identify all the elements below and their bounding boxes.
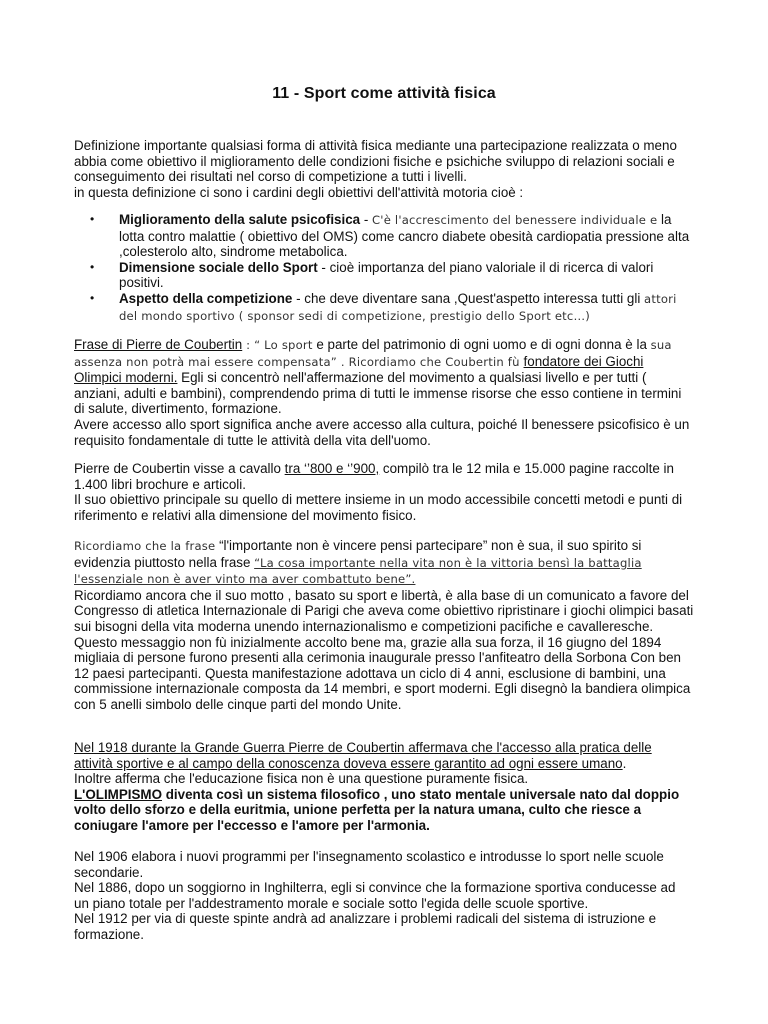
objectives-list: [74, 212, 694, 324]
motto-sorbona: Questo messaggio non fù inizialmente accolto bene ma, grazie alla sua forza, il 16 giugno del 1894 migliaia di persone furono presenti alla cerimonia inaugurale presso l'anfiteatro della Sorbona Con ben 12 paesi partecipanti. Questa manifestazione adottava un ciclo di 4 anni, esclusione di bambini, una commissione internazionale composta da 14 membri, e sport moderni. Egli disegnò la bandiera olimpica con 5 anelli simbolo delle cinque parti del mondo Unite.: [74, 634, 691, 712]
motto-light: Ricordiamo che la frase: [74, 539, 216, 553]
war-dot: .: [622, 755, 627, 771]
coubertin-block: [74, 337, 694, 448]
history-block: [74, 849, 694, 943]
life-period: tra ‘’800 e ‘’900,: [284, 461, 380, 476]
intro-block: [74, 138, 694, 200]
war-educazione: Inoltre afferma che l'educazione fisica non è una questione puramente fisica.: [74, 771, 529, 787]
bullet-item-sociale: [74, 260, 694, 291]
war-block: [74, 740, 694, 834]
life-paragraph: [74, 461, 694, 492]
coubertin-accesso: Avere accesso allo sport significa anche avere accesso alla cultura, poiché Il benessere psicofisico è un requisito fondamentale di tutte le attività della vita dell'uomo.: [74, 416, 690, 448]
war-underlined: Nel 1918 durante la Grande Guerra Pierre de Coubertin affermava che l'accesso alla pratica delle attività sportive e al campo della conoscenza doveva essere garantito ad ogni essere umano: [74, 740, 652, 771]
motto-congress: Ricordiamo ancora che il suo motto , basato su sport e libertà, è alla base di un comunicato a favore del Congresso di atletica Internazionale di Parigi che aveva come obiettivo ripristinare i giochi olimpici basati sui bisogni della vita moderna unendo internazionalismo e competizioni pacifiche e cavalleresche.: [74, 587, 694, 634]
bullet-light-text: attori del mondo sportivo ( sponsor sedi di competizione, prestigio dello Sport etc…): [119, 291, 677, 323]
intro-cardini: in questa definizione ci sono i cardini degli obiettivi dell'attività motoria cioè :: [74, 184, 524, 200]
motto-block: [74, 538, 694, 713]
bullet-text: la lotta contro malattie ( obiettivo del OMS) come cancro diabete obesità cardiopatia pressione alta ,colesterolo alto, sindrome metabolica.: [119, 212, 690, 260]
war-paragraph: [74, 740, 694, 771]
bullet-separator: -: [292, 290, 305, 306]
history-1912: Nel 1912 per via di queste spinte andrà ad analizzare i problemi radicali del sistema di istruzione e formazione.: [74, 911, 657, 942]
bullet-item-competizione: [74, 291, 694, 324]
coubertin-quote-a: : “ Lo sport: [242, 338, 313, 352]
coubertin-founder: fondatore dei Giochi Olimpici moderni.: [74, 353, 644, 386]
bullet-separator: -: [360, 212, 373, 227]
bullet-text: cioè importanza del piano valoriale il di ricerca di valori positivi.: [119, 259, 654, 291]
coubertin-paragraph: [74, 337, 694, 417]
coubertin-quote-b: e parte del patrimonio di ogni uomo e di ogni donna è la: [312, 337, 647, 352]
life-block: [74, 461, 694, 523]
history-1906: Nel 1906 elabora i nuovi programmi per l'insegnamento scolastico e introdusse lo sport nelle scuole secondarie.: [74, 849, 664, 880]
bullet-separator: -: [317, 259, 330, 275]
motto-text: “l'importante non è vincere pensi partecipare” non è sua, il suo spirito si evidenzia piuttosto nella frase: [74, 538, 642, 570]
life-text-b: compilò tra le 12 mila e 15.000 pagine raccolte in 1.400 libri brochure e articoli.: [74, 461, 674, 492]
coubertin-quote-c: sua assenza non potrà mai essere compensata” . Ricordiamo che Coubertin fù: [74, 338, 672, 369]
history-1886: Nel 1886, dopo un soggiorno in Inghilterra, egli si convince che la formazione sportiva conducesse ad un piano totale per l'addestramento morale e sociale sotto l'egida delle scuole sportive.: [74, 880, 676, 911]
bullet-light-text: C'è l'accrescimento del benessere individuale e: [372, 213, 658, 227]
coubertin-label: Frase di Pierre de Coubertin: [74, 337, 243, 352]
bullet-heading: Dimensione sociale dello Sport: [119, 259, 318, 275]
motto-paragraph: [74, 538, 694, 588]
page-title: 11 - Sport come attività fisica: [272, 85, 496, 102]
bullet-heading: Miglioramento della salute psicofisica: [119, 212, 361, 227]
olimpismo-label: L'OLIMPISMO: [74, 786, 162, 802]
coubertin-rest: Egli si concentrò nell'affermazione del movimento a qualsiasi livello e per tutti ( anziani, adulti e bambini), comprendendo prima di tutti le immense risorse che esso contiene in termini di salute, divertimento, formazione.: [74, 370, 682, 417]
intro-definition: Definizione importante qualsiasi forma di attività fisica mediante una partecipazione realizzata o meno abbia come obiettivo il miglioramento delle condizioni fisiche e psichiche sviluppo di relazioni sociali e conseguimento dei risultati nel corso di competizione a tutti i livelli.: [74, 138, 677, 185]
life-text-a: Pierre de Coubertin visse a cavallo: [74, 461, 285, 476]
bullet-text: che deve diventare sana ,Quest'aspetto interessa tutti gli: [304, 290, 641, 306]
motto-quote: “La cosa importante nella vita non è la vittoria bensì la battaglia l'essenziale non è aver vinto ma aver combattuto bene”.: [74, 555, 642, 587]
olimpismo-text: diventa così un sistema filosofico , uno stato mentale universale nato dal doppio volto dello sforzo e della euritmia, unione perfetta per la natura umana, culto che riesce a coniugare l'amore per l'eccesso e l'amore per l'armonia.: [74, 786, 680, 833]
life-objective: Il suo obiettivo principale su quello di mettere insieme in un modo accessibile concetti metodi e punti di riferimento e relativi alla dimensione del movimento fisico.: [74, 492, 683, 523]
olimpismo-paragraph: [74, 787, 694, 834]
bullet-item-salute: [74, 212, 694, 260]
bullet-heading: Aspetto della competizione: [119, 290, 293, 306]
